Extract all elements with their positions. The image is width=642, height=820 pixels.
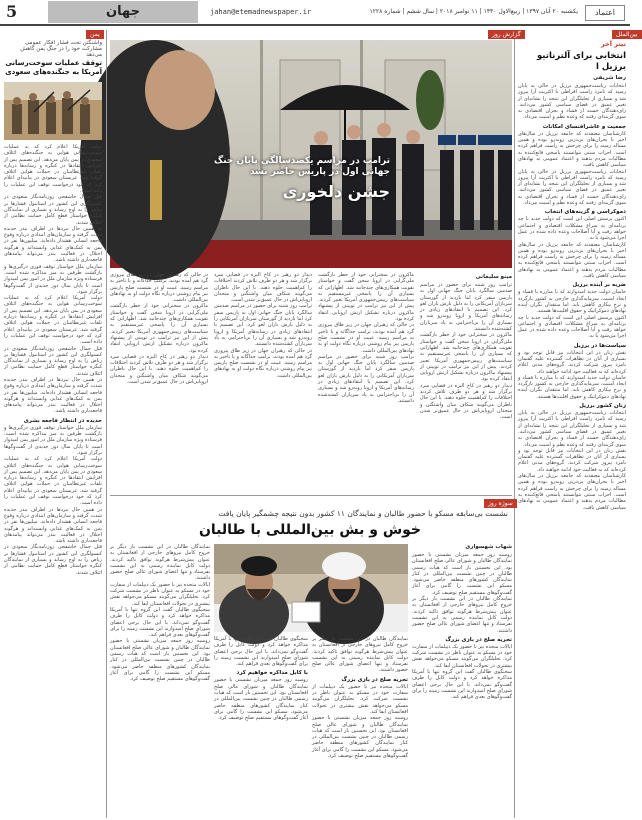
yemen-headline: توقف عملیات سوخت‌رسانی آمریکا به جنگنده‌های سعودی xyxy=(5,59,102,76)
right-kicker: تیتر آخر xyxy=(600,40,626,48)
section-email[interactable]: jahan@etemadnewspaper.ir xyxy=(210,8,312,16)
right-crosshead-5: زنان کشور برزیل xyxy=(579,403,626,410)
right-body-2: کارشناسان معتقدند که جامعه برزیل در سال‌های اخیر با بحران‌های پی‌درپی روبه‌رو بوده و همین مساله زمینه را برای چرخش به راست فراهم کرده است. احزاب سنتی نتوانستند پاسخی قانع‌کننده به مطالبات مردم بدهند و اعتماد عمومی به نهادهای سیاسی کاهش یافت. xyxy=(518,130,626,169)
right-body-5b: حامیان دولت جدید امیدوارند که با مبارزه با فساد و ایجاد امنیت، سرمایه‌گذاری خارجی به کشور بازگردد و نرخ بیکاری کاهش یابد. اما منتقدان نگران آینده نهادهای دموکراتیک و حقوق اقلیت‌ها هستند. xyxy=(518,374,626,400)
trump-body-b1: ماکرون در سخنرانی خود از خطر بازگشت ملی‌گرایی در اروپا سخن گفت و خواستار تقویت همکاری‌های چندجانبه شد. اظهاراتی که بسیاری آن را پاسخی غیرمستقیم به سیاست‌های رییس‌جمهوری آمریکا تعبیر کردند. پیش از این نیز ترامپ در توییتی از پیشنهاد ماکرون درباره تشکیل ارتش اروپایی انتقاد کرده بود. xyxy=(420,332,512,383)
main-photo-overline: ترامپ در مراسم یکصدسالگی پایان جنگ جهانی اول در پاریس حاضر نشد xyxy=(214,156,390,177)
paris-ceremony-photo xyxy=(110,40,512,268)
yemen-body-a: دولت آمریکا اعلام کرد که به عملیات سوخت‌رسانی هوایی به جنگنده‌های ائتلاف سعودی در یمن پایان می‌دهد. این تصمیم پس از افزایش انتقادها در کنگره و رسانه‌ها درباره تلفات غیرنظامیان در حملات هوایی ائتلاف گرفته شد. عربستان سعودی در بیانیه‌ای اعلام کرد که خود درخواست توقف این عملیات را داده است. xyxy=(4,144,102,195)
taliban-body-a4: روسیه روز جمعه میزبان نشستی با حضور نمایندگان طالبان و شورای عالی صلح افغانستان بود. این نخستین بار است که هیات رسمی طالبان در چنین نشست بین‌المللی در کنار نمایندگان کشورهای منطقه حاضر می‌شود. مسکو این نشست را گامی برای آغاز گفت‌وگوهای مستقیم صلح توصیف کرد. xyxy=(110,638,210,683)
taliban-body-d: سخنگوی طالبان گفت این گروه تنها با آمریکا مذاکره خواهد کرد و دولت کابل را طرف گفت‌وگو نمی‌داند. با این حال برخی اعضای شورای صلح امیدوارند این نشست زمینه را برای گفت‌وگوهای بعدی فراهم کند. xyxy=(412,669,512,701)
tag-main-photo: گزارش روز xyxy=(488,30,525,39)
yemen-body-b3: قتل جمال خاشقجی روزنامه‌نگار سعودی در کنسولگری این کشور در استانبول فشارها بر ریاض را به اوج رساند و بسیاری از نمایندگان کنگره خواستار قطع کامل حمایت نظامی از ائتلاف شدند. xyxy=(4,544,102,576)
taliban-crosshead-1b: تجربه صلح در بازی بزرگ xyxy=(445,636,512,643)
yemen-body xyxy=(4,144,102,816)
taliban-body-b2: نمایندگان طالبان در این نشست بار دیگر بر خروج کامل نیروهای خارجی از افغانستان به عنوان پیش‌شرط هرگونه توافق تاکید کردند. دولت کابل نماینده رسمی به این نشست نفرستاد و تنها اعضای شورای عالی صلح حضور داشتند. xyxy=(312,636,408,674)
yemen-body-a3: دولت آمریکا اعلام کرد که به عملیات سوخت‌رسانی هوایی به جنگنده‌های ائتلاف سعودی در یمن پایان می‌دهد. این تصمیم پس از افزایش انتقادها در کنگره و رسانه‌ها درباره تلفات غیرنظامیان در حملات هوایی ائتلاف گرفته شد. عربستان سعودی در بیانیه‌ای اعلام کرد که خود درخواست توقف این عملیات را داده است. xyxy=(4,456,102,507)
right-crosshead-1: جمعیت و عاشرافنسای امکانات xyxy=(542,123,626,130)
right-body-4: حامیان دولت جدید امیدوارند که با مبارزه با فساد و ایجاد امنیت، سرمایه‌گذاری خارجی به کشور بازگردد و نرخ بیکاری کاهش یابد. اما منتقدان نگران آینده نهادهای دموکراتیک و حقوق اقلیت‌ها هستند. xyxy=(518,289,626,315)
column-rule-right xyxy=(514,30,515,818)
trump-body-c: دیدار دو رهبر در کاخ الیزه در فضایی سرد برگزار شد و هر دو طرف تلاش کردند اختلافات را کم‌اهمیت جلوه دهند. با این حال ناظران می‌گویند شکاف میان واشنگتن و متحدان اروپایی‌اش در حال عمیق‌تر شدن است. xyxy=(214,272,312,304)
right-byline: رضا شریفی xyxy=(593,75,626,81)
taliban-body-c2: ایالات متحده نیز با حضور یک دیپلمات از سفارت خود در مسکو به عنوان ناظر در نشست شرکت کرد. تحلیلگران می‌گویند مسکو می‌خواهد نقش بیشتری در تحولات افغانستان ایفا کند. xyxy=(312,683,408,715)
taliban-body-c4: ایالات متحده نیز با حضور یک دیپلمات از سفارت خود در مسکو به عنوان ناظر در نشست شرکت کرد. تحلیلگران می‌گویند مسکو می‌خواهد نقش بیشتری در تحولات افغانستان ایفا کند. xyxy=(110,581,210,607)
taliban-body-c: ایالات متحده نیز با حضور یک دیپلمات از سفارت خود در مسکو به عنوان ناظر در نشست شرکت کرد. تحلیلگران می‌گویند مسکو می‌خواهد نقش بیشتری در تحولات افغانستان ایفا کند. xyxy=(412,643,512,669)
taliban-body-b: نمایندگان طالبان در این نشست بار دیگر بر خروج کامل نیروهای خارجی از افغانستان به عنوان پیش‌شرط هرگونه توافق تاکید کردند. دولت کابل نماینده رسمی به این نشست نفرستاد و تنها اعضای شورای عالی صلح حضور داشتند. xyxy=(412,596,512,634)
yemen-fighters-photo xyxy=(4,82,102,140)
yemen-body-a2: دولت آمریکا اعلام کرد که به عملیات سوخت‌رسانی هوایی به جنگنده‌های ائتلاف سعودی در یمن پایان می‌دهد. این تصمیم پس از افزایش انتقادها در کنگره و رسانه‌ها درباره تلفات غیرنظامیان در حملات هوایی ائتلاف گرفته شد. عربستان سعودی در بیانیه‌ای اعلام کرد که خود درخواست توقف این عملیات را داده است. xyxy=(4,295,102,346)
right-body-3: اکنون پرسش اصلی این است که دولت جدید با چه برنامه‌ای به سراغ مشکلات اقتصادی و اجتماعی خواهد رفت و آیا اصلاحات وعده داده شده در عمل اجرا می‌شود یا نه. xyxy=(518,216,626,242)
dateline: یکشنبه ۲۰ آبان ۱۳۹۷ | ربیع‌الاول ۱۴۴۰ | ۱۱ نوامبر ۲۰۱۸ | سال ششم | شماره ۱۲۲۸ xyxy=(369,8,578,15)
section-title: جهان xyxy=(48,1,198,23)
yemen-crosshead-1: حدیده در انتظار فاجعه بشری xyxy=(23,417,102,424)
story-divider xyxy=(110,495,512,496)
trump-body-d2: در حالی که رهبران جهان در زیر طاق پیروزی گرد هم آمده بودند، ترامپ جداگانه و با تاخیر به مراسم رسید. غیبت او در نشست صلح پاریس نیز پیام روشنی درباره نگاه دولت او به نهادهای بین‌المللی داشت. xyxy=(214,347,312,379)
page-header xyxy=(0,0,630,26)
taliban-col-3 xyxy=(214,636,308,816)
yemen-body-d: سازمان ملل خواستار توقف فوری درگیری‌ها و بازگشت طرفین به میز مذاکره شده است. فرستاده ویژه سازمان ملل در امور یمن امیدوار است تا پایان سال دور جدیدی از گفت‌وگوها برگزار شود. xyxy=(4,263,102,295)
yemen-overline: واشنگتن تحت فشار افکار عمومی مشارکت خود را در جنگ یمن کاهش می‌دهد xyxy=(20,40,102,58)
taliban-body-d4: سخنگوی طالبان گفت این گروه تنها با آمریکا مذاکره خواهد کرد و دولت کابل را طرف گفت‌وگو نمی‌داند. با این حال برخی اعضای شورای صلح امیدوارند این نشست زمینه را برای گفت‌وگوهای بعدی فراهم کند. xyxy=(110,606,210,639)
taliban-body-a: روسیه روز جمعه میزبان نشستی با حضور نمایندگان طالبان و شورای عالی صلح افغانستان بود. این نخستین بار است که هیات رسمی طالبان در چنین نشست بین‌المللی در کنار نمایندگان کشورهای منطقه حاضر می‌شود. مسکو این نشست را گامی برای آغاز گفت‌وگوهای مستقیم صلح توصیف کرد. xyxy=(412,552,512,596)
tag-middle: سوژه روز xyxy=(484,499,517,508)
taliban-byline: شهاب شهسواری xyxy=(465,544,512,550)
newspaper-logo: اعتماد xyxy=(585,5,625,21)
right-headline: انتخابی برای آلترناتیو برزیل ا xyxy=(536,51,626,72)
taliban-col-1 xyxy=(412,542,512,816)
right-crosshead-3: ضربه بر آینده برزیل xyxy=(572,282,626,289)
right-body-2b: انتخابات ریاست‌جمهوری برزیل در حالی به پایان رسید که نامزد راست افراطی با اکثریت آرا پیروز شد و بسیاری از تحلیلگران این نتیجه را نشانه‌ای از تغییر عمیق در فضای سیاسی کشور می‌دانند. رای‌دهندگان خسته از فساد و بحران اقتصادی به سوی گزینه‌ای رفتند که وعده نظم و امنیت می‌داد. xyxy=(518,168,626,207)
right-body-5: نقش زنان در این انتخابات نیز قابل توجه بود و بسیاری از آنان در تظاهرات گسترده علیه گفتمان نامزد پیروز شرکت کردند. گروه‌های مدنی اعلام کرده‌اند که به فعالیت خود ادامه خواهند داد. xyxy=(518,349,626,375)
yemen-body-b2: قتل جمال خاشقجی روزنامه‌نگار سعودی در کنسولگری این کشور در استانبول فشارها بر ریاض را به اوج رساند و بسیاری از نمایندگان کنگره خواستار قطع کامل حمایت نظامی از ائتلاف شدند. xyxy=(4,345,102,377)
taliban-body-a3: روسیه روز جمعه میزبان نشستی با حضور نمایندگان طالبان و شورای عالی صلح افغانستان بود. این نخستین بار است که هیات رسمی طالبان در چنین نشست بین‌المللی در کنار نمایندگان کشورهای منطقه حاضر می‌شود. مسکو این نشست را گامی برای آغاز گفت‌وگوهای مستقیم صلح توصیف کرد. xyxy=(214,677,308,722)
taliban-body-d2: سخنگوی طالبان گفت این گروه تنها با آمریکا مذاکره خواهد کرد و دولت کابل را طرف گفت‌وگو نمی‌داند. با این حال برخی اعضای شورای صلح امیدوارند این نشست زمینه را برای گفت‌وگوهای بعدی فراهم کند. xyxy=(214,636,308,668)
yemen-body-c: در همین حال نبردها در اطراف بندر حدیده شدت گرفته و سازمان‌های امدادی درباره وقوع فاجعه انسانی هشدار داده‌اند. میلیون‌ها نفر در یمن به کمک‌های غذایی وابسته‌اند و هرگونه اختلال در فعالیت بندر می‌تواند پیامدهای فاجعه‌باری داشته باشد. xyxy=(4,225,102,264)
trump-story-col-2 xyxy=(318,272,414,492)
taliban-body-b4: نمایندگان طالبان در این نشست بار دیگر بر خروج کامل نیروهای خارجی از افغانستان به عنوان پیش‌شرط هرگونه توافق تاکید کردند. دولت کابل نماینده رسمی به این نشست نفرستاد و تنها اعضای شورای عالی صلح حضور داشتند. xyxy=(110,544,210,582)
taliban-body-a2: روسیه روز جمعه میزبان نشستی با حضور نمایندگان طالبان و شورای عالی صلح افغانستان بود. این نخستین بار است که هیات رسمی طالبان در چنین نشست بین‌المللی در کنار نمایندگان کشورهای منطقه حاضر می‌شود. مسکو این نشست را گامی برای آغاز گفت‌وگوهای مستقیم صلح توصیف کرد. xyxy=(312,715,408,760)
trump-story-col-1 xyxy=(420,272,512,492)
yemen-body-d2: سازمان ملل خواستار توقف فوری درگیری‌ها و بازگشت طرفین به میز مذاکره شده است. فرستاده ویژه سازمان ملل در امور یمن امیدوار است تا پایان سال دور جدیدی از گفت‌وگوها برگزار شود. xyxy=(4,424,102,456)
trump-body-d1: در حالی که رهبران جهان در زیر طاق پیروزی گرد هم آمده بودند، ترامپ جداگانه و با تاخیر به مراسم رسید. غیبت او در نشست صلح پاریس نیز پیام روشنی درباره نگاه دولت او به نهادهای بین‌المللی داشت. xyxy=(318,322,414,354)
taliban-col-4 xyxy=(110,544,210,816)
right-crosshead-4: سیاست‌ها در برزیل xyxy=(573,342,626,349)
taliban-col-2 xyxy=(312,636,408,816)
trump-body-a3: ترامپ روز شنبه برای حضور در مراسم صدمین سالگرد پایان جنگ جهانی اول به پاریس سفر کرد اما بازدید از گورستان سربازان آمریکایی را به دلیل بارش باران لغو کرد. این تصمیم با انتقادهای زیادی در رسانه‌های آمریکا و اروپا روبه‌رو شد و بسیاری آن را بی‌احترامی به یاد سربازان کشته‌شده دانستند. xyxy=(214,303,312,348)
main-photo-headline: جشن دلخوری xyxy=(282,182,390,201)
right-crosshead-2: دموکراسی و گزینه‌های انتخاب xyxy=(544,209,626,216)
yemen-heading xyxy=(4,40,102,80)
right-body-3b: کارشناسان معتقدند که جامعه برزیل در سال‌های اخیر با بحران‌های پی‌درپی روبه‌رو بوده و همین مساله زمینه را برای چرخش به راست فراهم کرده است. احزاب سنتی نتوانستند پاسخی قانع‌کننده به مطالبات مردم بدهند و اعتماد عمومی به نهادهای سیاسی کاهش یافت. xyxy=(518,241,626,280)
tag-left-col: یمن xyxy=(86,30,104,39)
yemen-body-c3: در همین حال نبردها در اطراف بندر حدیده شدت گرفته و سازمان‌های امدادی درباره وقوع فاجعه انسانی هشدار داده‌اند. میلیون‌ها نفر در یمن به کمک‌های غذایی وابسته‌اند و هرگونه اختلال در فعالیت بندر می‌تواند پیامدهای فاجعه‌باری داشته باشد. xyxy=(4,506,102,545)
yemen-body-b: قتل جمال خاشقجی روزنامه‌نگار سعودی در کنسولگری این کشور در استانبول فشارها بر ریاض را به اوج رساند و بسیاری از نمایندگان کنگره خواستار قطع کامل حمایت نظامی از ائتلاف شدند. xyxy=(4,194,102,226)
trump-story-col-3 xyxy=(214,272,312,492)
main-photo xyxy=(110,40,512,268)
trump-body-a2: ترامپ روز شنبه برای حضور در مراسم صدمین سالگرد پایان جنگ جهانی اول به پاریس سفر کرد اما بازدید از گورستان سربازان آمریکایی را به دلیل بارش باران لغو کرد. این تصمیم با انتقادهای زیادی در رسانه‌های آمریکا و اروپا روبه‌رو شد و بسیاری آن را بی‌احترامی به یاد سربازان کشته‌شده دانستند. xyxy=(318,353,414,404)
trump-body-d: در حالی که رهبران جهان در زیر طاق پیروزی گرد هم آمده بودند، ترامپ جداگانه و با تاخیر به مراسم رسید. غیبت او در نشست صلح پاریس نیز پیام روشنی درباره نگاه دولت او به نهادهای بین‌المللی داشت. xyxy=(110,272,208,304)
trump-story-col-4 xyxy=(110,272,208,492)
trump-byline: مینو سلیمانی xyxy=(475,274,512,280)
taliban-crosshead-1: تجربه صلح در بازی بزرگ xyxy=(341,676,408,683)
trump-body-c3: دیدار دو رهبر در کاخ الیزه در فضایی سرد برگزار شد و هر دو طرف تلاش کردند اختلافات را کم‌اهمیت جلوه دهند. با این حال ناظران می‌گویند شکاف میان واشنگتن و متحدان اروپایی‌اش در حال عمیق‌تر شدن است. xyxy=(110,353,208,386)
right-body-4b: اکنون پرسش اصلی این است که دولت جدید با چه برنامه‌ای به سراغ مشکلات اقتصادی و اجتماعی خواهد رفت و آیا اصلاحات وعده داده شده در عمل اجرا می‌شود یا نه. xyxy=(518,314,626,340)
trump-body-b3: ماکرون در سخنرانی خود از خطر بازگشت ملی‌گرایی در اروپا سخن گفت و خواستار تقویت همکاری‌های چندجانبه شد. اظهاراتی که بسیاری آن را پاسخی غیرمستقیم به سیاست‌های رییس‌جمهوری آمریکا تعبیر کردند. پیش از این نیز ترامپ در توییتی از پیشنهاد ماکرون درباره تشکیل ارتش اروپایی انتقاد کرده بود. xyxy=(110,303,208,354)
tag-right-col: بین‌الملل xyxy=(612,30,642,39)
yemen-photo xyxy=(4,82,102,140)
right-body-1: انتخابات ریاست‌جمهوری برزیل در حالی به پایان رسید که نامزد راست افراطی با اکثریت آرا پیروز شد و بسیاری از تحلیلگران این نتیجه را نشانه‌ای از تغییر عمیق در فضای سیاسی کشور می‌دانند. رای‌دهندگان خسته از فساد و بحران اقتصادی به سوی گزینه‌ای رفتند که وعده نظم و امنیت می‌داد. xyxy=(518,83,626,121)
right-body-7: نقش زنان در این انتخابات نیز قابل توجه بود و بسیاری از آنان در تظاهرات گسترده علیه گفتمان نامزد پیروز شرکت کردند. گروه‌های مدنی اعلام کرده‌اند که به فعالیت خود ادامه خواهند داد. xyxy=(518,447,626,473)
column-rule-left xyxy=(106,30,107,818)
trump-body-b: ماکرون در سخنرانی خود از خطر بازگشت ملی‌گرایی در اروپا سخن گفت و خواستار تقویت همکاری‌های چندجانبه شد. اظهاراتی که بسیاری آن را پاسخی غیرمستقیم به سیاست‌های رییس‌جمهوری آمریکا تعبیر کردند. پیش از این نیز ترامپ در توییتی از پیشنهاد ماکرون درباره تشکیل ارتش اروپایی انتقاد کرده بود. xyxy=(318,272,414,323)
right-body-6: انتخابات ریاست‌جمهوری برزیل در حالی به پایان رسید که نامزد راست افراطی با اکثریت آرا پیروز شد و بسیاری از تحلیلگران این نتیجه را نشانه‌ای از تغییر عمیق در فضای سیاسی کشور می‌دانند. رای‌دهندگان خسته از فساد و بحران اقتصادی به سوی گزینه‌ای رفتند که وعده نظم و امنیت می‌داد. xyxy=(518,410,626,448)
right-body-8: کارشناسان معتقدند که جامعه برزیل در سال‌های اخیر با بحران‌های پی‌درپی روبه‌رو بوده و همین مساله زمینه را برای چرخش به راست فراهم کرده است. احزاب سنتی نتوانستند پاسخی قانع‌کننده به مطالبات مردم بدهند و اعتماد عمومی به نهادهای سیاسی کاهش یافت. xyxy=(518,473,626,511)
taliban-overline: نشست بی‌سابقه مسکو با حضور طالبان و نمایندگان ۱۱ کشور بدون نتیجه چشمگیر پایان یافت xyxy=(218,509,508,518)
taliban-crosshead-2: با کابل مذاکره خواهیم کرد xyxy=(236,670,308,677)
moscow-meeting-photo xyxy=(214,544,408,632)
right-column-article xyxy=(518,40,626,816)
trump-body-a: ترامپ روز شنبه برای حضور در مراسم صدمین سالگرد پایان جنگ جهانی اول به پاریس سفر کرد اما بازدید از گورستان سربازان آمریکایی را به دلیل بارش باران لغو کرد. این تصمیم با انتقادهای زیادی در رسانه‌های آمریکا و اروپا روبه‌رو شد و بسیاری آن را بی‌احترامی به یاد سربازان کشته‌شده دانستند. xyxy=(420,282,512,333)
taliban-headline: خوش و بش بین‌المللی با طالبان xyxy=(198,522,422,538)
page-number: 5 xyxy=(6,2,18,21)
trump-body-c1: دیدار دو رهبر در کاخ الیزه در فضایی سرد برگزار شد و هر دو طرف تلاش کردند اختلافات را کم‌اهمیت جلوه دهند. با این حال ناظران می‌گویند شکاف میان واشنگتن و متحدان اروپایی‌اش در حال عمیق‌تر شدن است. xyxy=(420,382,512,421)
yemen-body-c2: در همین حال نبردها در اطراف بندر حدیده شدت گرفته و سازمان‌های امدادی درباره وقوع فاجعه انسانی هشدار داده‌اند. میلیون‌ها نفر در یمن به کمک‌های غذایی وابسته‌اند و هرگونه اختلال در فعالیت بندر می‌تواند پیامدهای فاجعه‌باری داشته باشد. xyxy=(4,376,102,415)
taliban-photo xyxy=(214,544,408,632)
